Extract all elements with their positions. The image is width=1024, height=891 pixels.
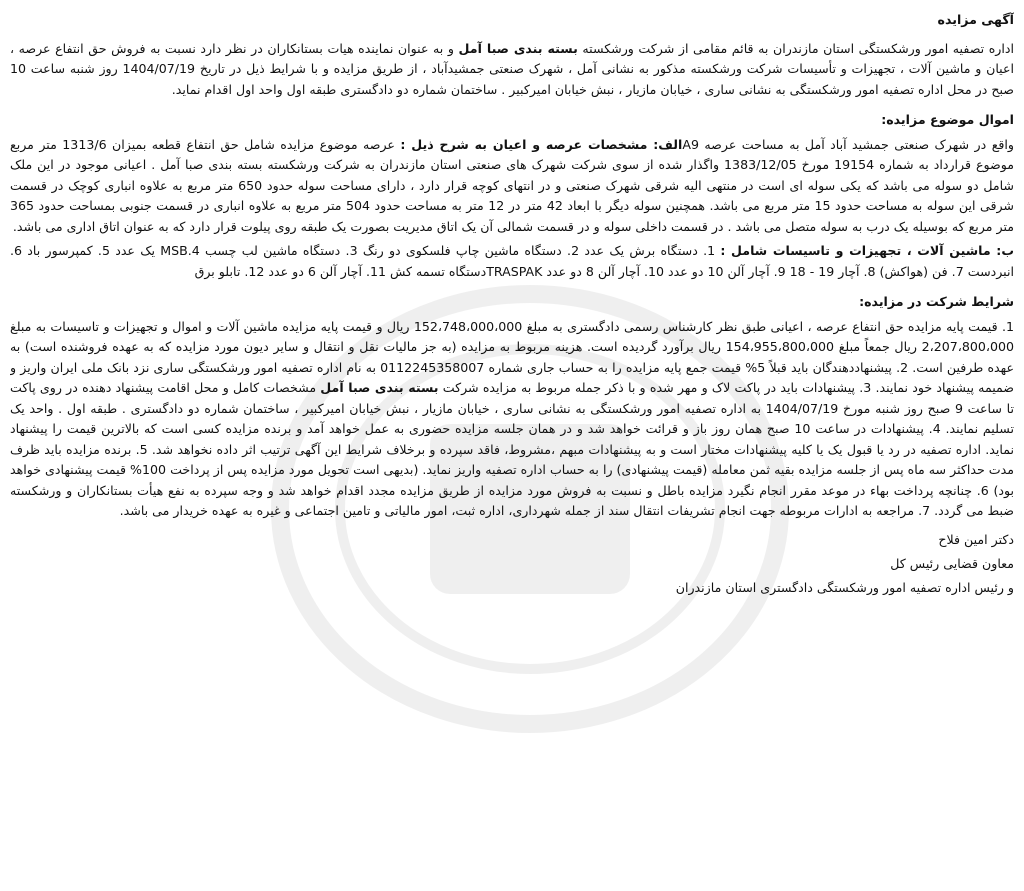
section-a-text-start: واقع در شهرک صنعتی جمشید آباد آمل به مساحت عرصه A9 (682, 136, 1014, 152)
section-b-label: ب: ماشین آلات ، تجهیزات و تاسیسات شامل : (720, 243, 1014, 258)
intro-company-name: بسته بندی صبا آمل (458, 40, 578, 56)
conditions-paragraph (10, 317, 1014, 526)
intro-text-start: اداره تصفیه امور ورشکستگی استان مازندران به قائم مقامی از شرکت ورشکسته (577, 40, 1014, 56)
section-b-paragraph (10, 241, 1014, 286)
auction-notice-document (10, 4, 1014, 887)
conditions-text-end: مشخصات کامل و محل اقامت پیشنهاد دهنده در روی پاکت تا ساعت 9 صبح روز شنبه مورخ 1404/07/19 به اداره تصفیه امور ورشکستگی به نشانی ساری ، خیابان مازیار ، نبش خیابان امیرکبیر ، ساختمان شماره دو دادگستری . طبقه اول . واحد یک تسلیم نمایند. 4. پیشنهادات در ساعت 10 صبح همان روز باز و قرائت خواهد شد و در همان جلسه مزایده حضوری به عمل خواهد آمد و برنده مزایده کسی است که بالاترین قیمت را پیشنهاد نماید. اداره تصفیه در رد یا قبول یک یا کلیه پیشنهادات مختار است و به پیشنهادات مبهم ،مشروط، فاقد سپرده و برخلاف شرایط این آگهی ترتیب اثر داده نخواهد شد. 5. برنده مزایده باید ظرف مدت حداکثر سه ماه پس از جلسه مزایده بقیه ثمن معامله (قیمت پیشنهادی) را به حساب اداره تصفیه واریز نماید. (بدیهی است تحویل مورد مزایده پس از پرداخت 100% قیمت پیشنهادی خواهد بود) 6. چنانچه پرداخت بهاء در موعد مقرر انجام نگیرد مزایده باطل و نسبت به فروش مورد مزایده از طریق مزایده مجدد اقدام خواهد شد و وجه سپرده به نفع هیأت بستانکاران و ورشکسته ضبط می گردد. 7. مراجعه به ادارات مربوطه جهت انجام تشریفات انتقال سند از جمله شهرداری، اداره ثبت، امور مالیاتی و تامین اجتماعی و غیره به عهده خریدار می باشد. (10, 380, 1014, 518)
section-a-text: عرصه موضوع مزایده شامل حق انتفاع قطعه بمیزان 1313/6 متر مربع موضوع قرارداد به شماره 19154 مورخ 1383/12/05 واگذار شده از سوی شرکت شهرک های صنعتی استان مازندران به شرکت ورشکسته بسته بندی صبا آمل . اعیانی موجود در این ملک شامل دو سوله می باشد که یکی سوله ای است در منتهی الیه شرقی شهرک صنعتی و در انتهای کوچه قرار دارد ، دارای مساحت سوله حدود 650 متر مربع به علاوه انباری کوچک در قسمت شرقی این سوله به مساحت حدود 15 متر مربع می باشد. همچنین سوله دیگر با ابعاد 42 متر در 12 متر به مساحت حدود 504 متر مربع به علاوه انباری در قسمت جنوبی بمساحت حدود 365 متر مربع که بوسیله یک درب به سوله متصل می باشد . در قسمت داخلی سوله و در قسمت شمالی آن یک اتاق مدیریت بصورت یک طبقه روی پیلوت قرار دارد که به عنوان اتاق اداری می باشد. (10, 136, 1014, 234)
conditions-text-start: 1. قیمت پایه مزایده حق انتفاع عرصه ، اعیانی طبق نظر کارشناس رسمی دادگستری به مبلغ 152،748،000،000 ریال و قیمت پایه مزایده ماشین آلات و اموال و تجهیزات و تاسیسات به مبلغ 2،207،800،000 ریال جمعاً مبلغ 154،955،800،000 ریال برآورد گردیده است. هزینه مربوط به مزایده (به جز مالیات نقل و انتقال و سایر دیون مورد مزایده که به عهده فروشنده است) به عهده طرفین است. 2. پیشنهاددهندگان باید قبلاً 5% قیمت جمع پایه مزایده را به حساب جاری شماره 0112245358007 به نام اداره تصفیه امور ورشکستگی ساری نزد بانک ملی ایران واریز و ضمیمه پیشنهاد خود نمایند. 3. پیشنهادات باید در پاکت لاک و مهر شده و با ذکر جمله مربوط به مزایده شرکت (10, 318, 1014, 395)
signer-role-line-2: و رئیس اداره تصفیه امور ورشکستگی دادگستری استان مازندران (675, 579, 1014, 595)
notice-title: آگهی مزایده (937, 12, 1014, 27)
conditions-company-name: بسته بندی صبا آمل (320, 380, 439, 395)
signer-name: دکتر امین فلاح (938, 531, 1014, 547)
signer-role-line-1: معاون قضایی رئیس کل (890, 555, 1014, 571)
subject-heading: اموال موضوع مزایده: (881, 112, 1014, 127)
intro-text-end: و به عنوان نماینده هیات بستانکاران در نظر دارد نسبت به فروش حق انتفاع عرصه ، اعیان و ماشین آلات ، تجهیزات و تأسیسات شرکت ورشکسته مذکور به نشانی آمل ، شهرک صنعتی جمشیدآباد ، از طریق مزایده و با شرایط ذیل در تاریخ 1404/07/19 روز شنبه ساعت 10 صبح در محل اداره تصفیه امور ورشکستگی به نشانی ساری ، خیابان مازیار ، نبش خیابان امیرکبیر . ساختمان شماره دو دادگستری طبقه اول واحد اول اقدام نماید. (10, 40, 1014, 97)
section-b-text: 1. دستگاه برش یک عدد 2. دستگاه ماشین چاپ فلسکوی دو رنگ 3. دستگاه ماشین لب چسب 4.MSB یک عدد 5. کمپرسور باد 6. انبردست 7. فن (هواکش) 8. آچار 19 - 18 9. آچار آلن 10 دو عدد 10. آچار آلن 8 دو عدد TRASPAKدستگاه تسمه کش 11. آچار آلن 6 دو عدد 12. تابلو برق (10, 243, 1014, 279)
section-a-paragraph (10, 135, 1014, 242)
signature-block (10, 526, 1014, 600)
section-a-label: الف: مشخصات عرصه و اعیان به شرح ذیل : (400, 136, 683, 152)
intro-paragraph (10, 39, 1014, 105)
conditions-heading: شرایط شرکت در مزایده: (859, 294, 1014, 309)
